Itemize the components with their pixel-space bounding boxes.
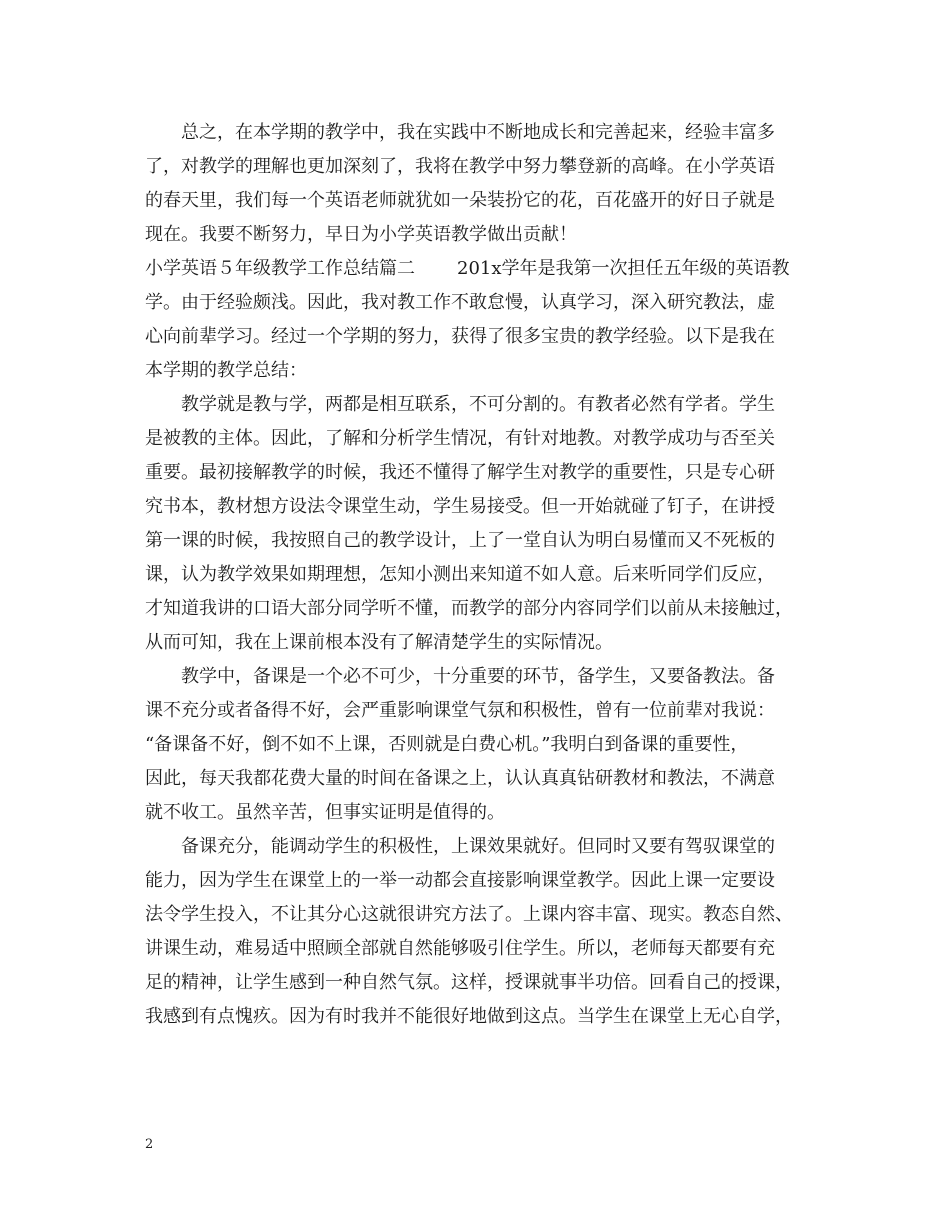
- text-line: 学。由于经验颇浅。因此，我对教工作不敢怠慢，认真学习，深入研究教法，虚: [145, 292, 775, 313]
- text-line: 现在。我要不断努力，早日为小学英语教学做出贡献！: [145, 224, 577, 245]
- text-line: “备课备不好，倒不如不上课，否则就是白费心机。”我明白到备课的重要性，: [145, 734, 749, 755]
- text-line: 心向前辈学习。经过一个学期的努力，获得了很多宝贵的教学经验。以下是我在: [145, 326, 775, 347]
- text-line: 第一课的时候，我按照自己的教学设计，上了一堂自认为明白易懂而又不死板的: [145, 530, 775, 551]
- text-line: 本学期的教学总结：: [145, 360, 307, 381]
- paragraph-classroom-management: [145, 830, 810, 1034]
- text-line: 课，认为教学效果如期理想，怎知小测出来知道不如人意。后来听同学们反应，: [145, 564, 775, 585]
- text-line: 因此，每天我都花费大量的时间在备课之上，认认真真钻研教材和教法，不满意: [145, 768, 775, 789]
- text-line: 教学就是教与学，两都是相互联系，不可分割的。有教者必然有学者。学生: [181, 394, 775, 415]
- text-line: 备课充分，能调动学生的积极性，上课效果就好。但同时又要有驾驭课堂的: [181, 836, 775, 857]
- text-line: 讲课生动，难易适中照顾全部就自然能够吸引住学生。所以，老师每天都要有充: [145, 938, 775, 959]
- text-line: 法令学生投入，不让其分心这就很讲究方法了。上课内容丰富、现实。教态自然、: [145, 904, 793, 925]
- paragraph-teaching-and-learning: [145, 388, 810, 660]
- text-line: 究书本，教材想方设法令课堂生动，学生易接受。但一开始就碰了钉子，在讲授: [145, 496, 775, 517]
- text-line: 足的精神，让学生感到一种自然气氛。这样，授课就事半功倍。回看自己的授课，: [145, 972, 793, 993]
- text-line: 从而可知，我在上课前根本没有了解清楚学生的实际情况。: [145, 632, 613, 653]
- text-line: 我感到有点愧疚。因为有时我并不能很好地做到这点。当学生在课堂上无心自学，: [145, 1006, 793, 1027]
- text-line: 教学中，备课是一个必不可少，十分重要的环节，备学生，又要备教法。备: [181, 666, 775, 687]
- paragraph-lesson-preparation: [145, 660, 810, 830]
- text-line: 201x学年是我第一次担任五年级的英语教: [457, 258, 790, 279]
- section-heading-line: [145, 252, 810, 286]
- section-title: 小学英语５年级教学工作总结篇二: [145, 258, 415, 279]
- document-body: [145, 116, 810, 1034]
- text-line: 是被教的主体。因此，了解和分析学生情况，有针对地教。对教学成功与否至关: [145, 428, 775, 449]
- paragraph-section-two-intro: [145, 252, 810, 388]
- paragraph-conclusion: [145, 116, 810, 252]
- page-number: 2: [145, 1137, 154, 1152]
- text-line: 课不充分或者备得不好，会严重影响课堂气氛和积极性，曾有一位前辈对我说：: [145, 700, 775, 721]
- text-line: 总之，在本学期的教学中，我在实践中不断地成长和完善起来，经验丰富多: [181, 122, 775, 143]
- text-line: 就不收工。虽然辛苦，但事实证明是值得的。: [145, 802, 505, 823]
- text-line: 能力，因为学生在课堂上的一举一动都会直接影响课堂教学。因此上课一定要设: [145, 870, 775, 891]
- text-line: 重要。最初接解教学的时候，我还不懂得了解学生对教学的重要性，只是专心研: [145, 462, 775, 483]
- text-line: 了，对教学的理解也更加深刻了，我将在教学中努力攀登新的高峰。在小学英语: [145, 156, 775, 177]
- text-line: 才知道我讲的口语大部分同学听不懂，而教学的部分内容同学们以前从未接触过，: [145, 598, 793, 619]
- text-line: 的春天里，我们每一个英语老师就犹如一朵装扮它的花，百花盛开的好日子就是: [145, 190, 775, 211]
